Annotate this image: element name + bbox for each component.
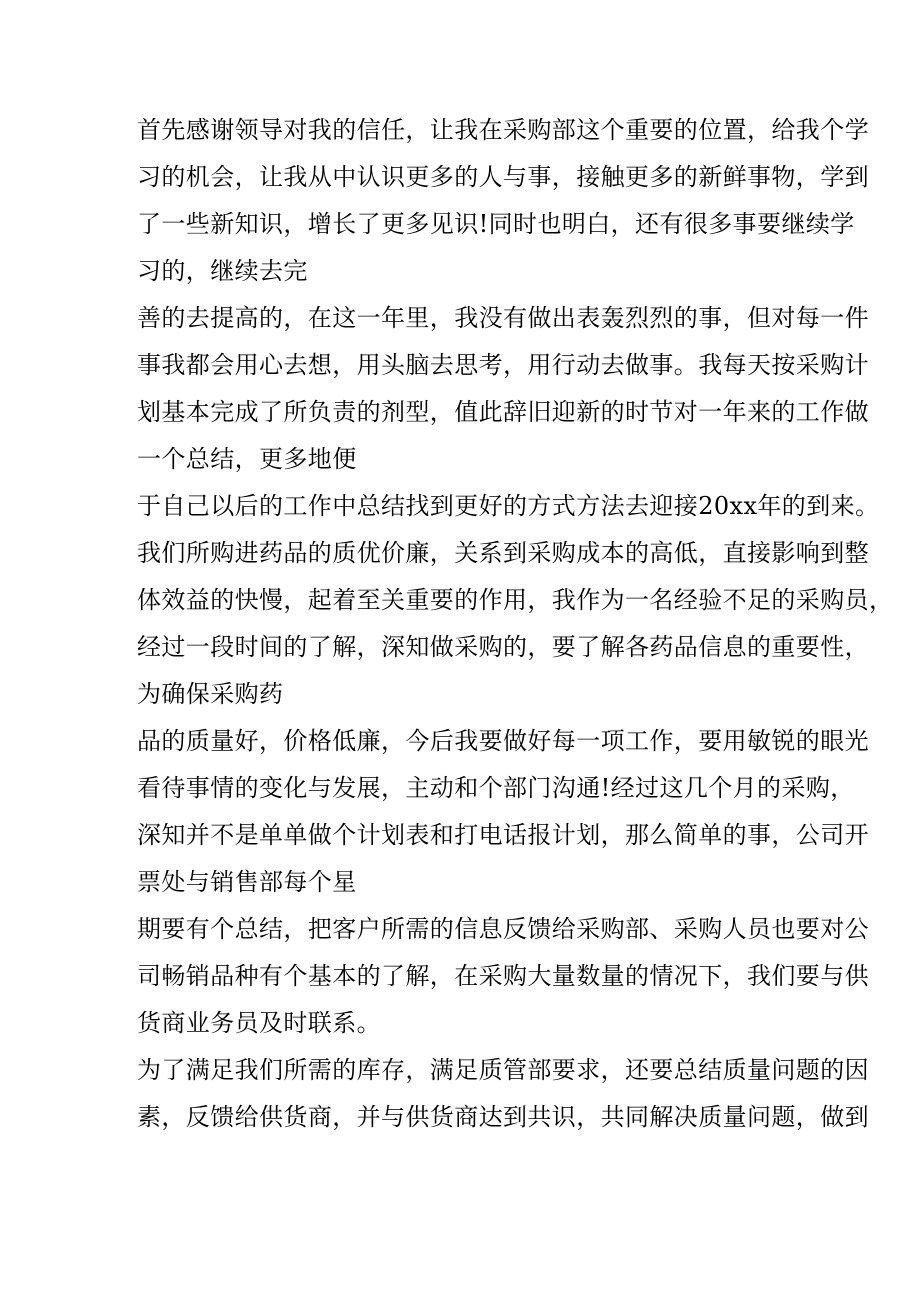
- text-line: 事我都会用心去想，用头脑去思考，用行动去做事。我每天按采购计: [137, 351, 869, 379]
- text-line: 看待事情的变化与发展，主动和个部门沟通!经过这几个月的采购，: [137, 774, 855, 802]
- text-line: 我们所购进药品的质优价廉，关系到采购成本的高低，直接影响到整: [137, 539, 869, 567]
- text-line: 期要有个总结，把客户所需的信息反馈给采购部、采购人员也要对公: [137, 915, 869, 943]
- text-line: 首先感谢领导对我的信任，让我在采购部这个重要的位置，给我个学: [137, 116, 869, 144]
- text-line: 习的，继续去完: [137, 257, 308, 285]
- text-line: 为了满足我们所需的库存，满足质管部要求，还要总结质量问题的因: [137, 1056, 869, 1084]
- text-line: 体效益的快慢，起着至关重要的作用，我作为一名经验不足的采购员，: [137, 586, 894, 614]
- text-line: 货商业务员及时联系。: [137, 1009, 381, 1037]
- text-line: 于自己以后的工作中总结找到更好的方式方法去迎接20xx年的到来。: [137, 492, 880, 520]
- text-line: 了一些新知识，增长了更多见识!同时也明白，还有很多事要继续学: [137, 210, 855, 238]
- text-line: 品的质量好，价格低廉，今后我要做好每一项工作，要用敏锐的眼光: [137, 727, 869, 755]
- text-line: 票处与销售部每个星: [137, 868, 357, 896]
- text-line: 为确保采购药: [137, 680, 284, 708]
- text-line: 深知并不是单单做个计划表和打电话报计划，那么简单的事，公司开: [137, 821, 869, 849]
- text-line: 善的去提高的，在这一年里，我没有做出表轰烈烈的事，但对每一件: [137, 304, 869, 332]
- text-line: 一个总结，更多地便: [137, 445, 357, 473]
- text-line: 经过一段时间的了解，深知做采购的，要了解各药品信息的重要性，: [137, 633, 869, 661]
- text-line: 习的机会，让我从中认识更多的人与事，接触更多的新鲜事物，学到: [137, 163, 869, 191]
- text-line: 划基本完成了所负责的剂型，值此辞旧迎新的时节对一年来的工作做: [137, 398, 869, 426]
- body-text: [137, 110, 894, 1144]
- text-line: 司畅销品种有个基本的了解，在采购大量数量的情况下，我们要与供: [137, 962, 869, 990]
- text-line: 素，反馈给供货商，并与供货商达到共识，共同解决质量问题，做到: [137, 1103, 869, 1131]
